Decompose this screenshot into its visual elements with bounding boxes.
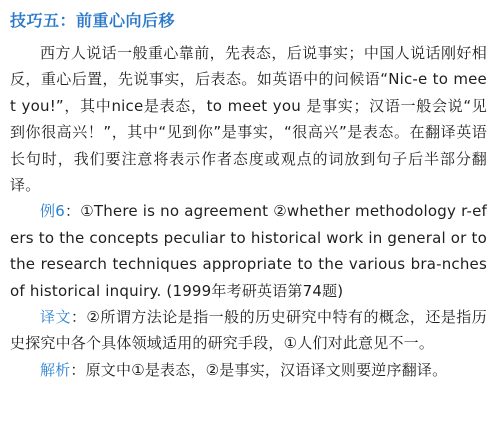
translation-text: ：②所谓方法论是指一般的历史研究中特有的概念，还是指历史探究中各个具体领域适用的研究手段，①人们对此意见不一。	[10, 308, 487, 353]
example-label: 例6	[40, 202, 65, 221]
section-title: 技巧五：前重心向后移	[10, 11, 176, 30]
analysis-text: ：原文中①是表态，②是事实，汉语译文则要逆序翻译。	[70, 360, 448, 379]
translation-paragraph	[10, 304, 487, 357]
example-text: ：①There is no agreement ②whether methodology r-efers to the concepts peculiar to historical work in general or to the research techniques appropriate to the various bra-nches of historical inquiry. (1999年考研英语第74题)	[10, 202, 488, 300]
body-paragraph	[10, 40, 487, 198]
translation-label: 译文	[40, 308, 71, 327]
analysis-paragraph	[10, 357, 487, 383]
analysis-label: 解析	[40, 360, 71, 379]
example-paragraph	[10, 198, 487, 304]
body-text: 西方人说话一般重心靠前，先表态，后说事实；中国人说话刚好相反，重心后置，先说事实，后表态。如英语中的问候语“Nic-e to meet you!”，其中nice是表态，to meet you 是事实；汉语一般会说“见到你很高兴！”，其中“见到你”是事实，“很高兴”是表态。在翻译英语长句时，我们要注意将表示作者态度或观点的词放到句子后半部分翻译。	[10, 44, 487, 195]
